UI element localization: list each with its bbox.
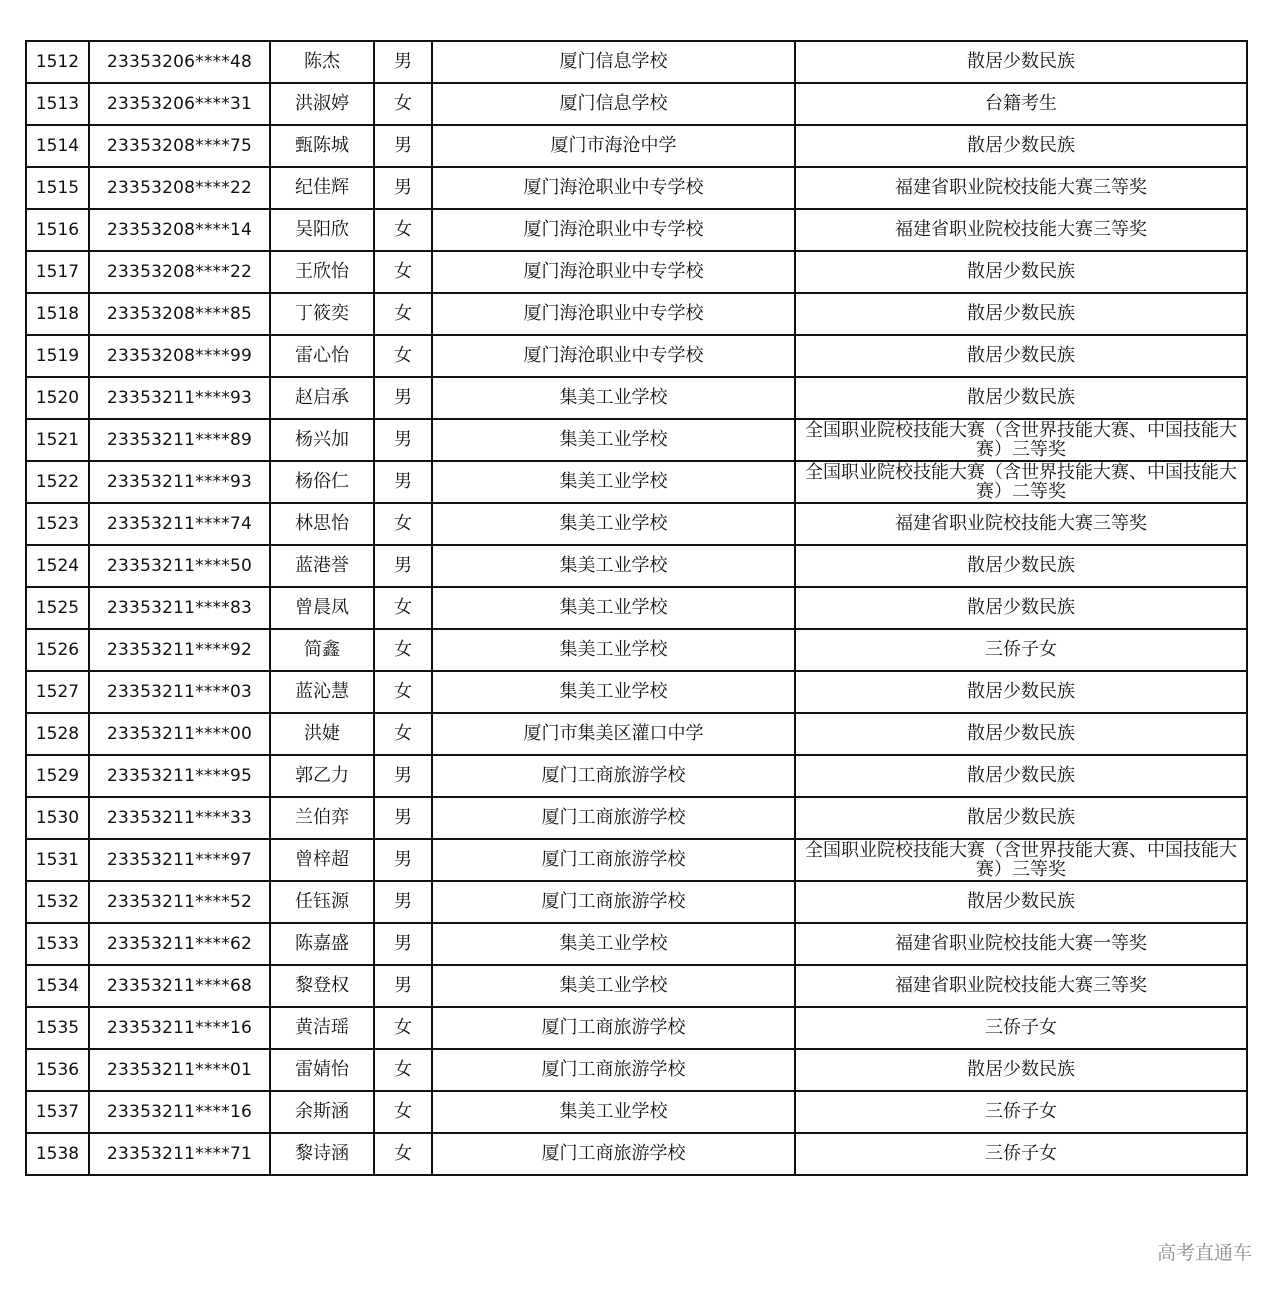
exam-id-cell: 23353211****83 xyxy=(89,587,270,629)
exam-id-cell: 23353211****89 xyxy=(89,419,270,461)
student-name-cell: 洪淑婷 xyxy=(270,83,374,125)
bonus-category-cell: 散居少数民族 xyxy=(795,125,1247,167)
gender-cell: 男 xyxy=(374,923,432,965)
row-number-cell: 1513 xyxy=(26,83,89,125)
gender-cell: 女 xyxy=(374,1091,432,1133)
student-name-cell: 甄陈城 xyxy=(270,125,374,167)
exam-id-cell: 23353211****01 xyxy=(89,1049,270,1091)
exam-id-cell: 23353208****75 xyxy=(89,125,270,167)
table-row xyxy=(26,251,1247,293)
exam-id-cell: 23353211****93 xyxy=(89,461,270,503)
gender-cell: 男 xyxy=(374,797,432,839)
gender-cell: 女 xyxy=(374,293,432,335)
school-cell: 厦门海沧职业中专学校 xyxy=(432,167,795,209)
gender-cell: 男 xyxy=(374,965,432,1007)
student-name-cell: 蓝沁慧 xyxy=(270,671,374,713)
gender-cell: 男 xyxy=(374,545,432,587)
bonus-category-cell: 散居少数民族 xyxy=(795,545,1247,587)
school-cell: 厦门工商旅游学校 xyxy=(432,881,795,923)
student-name-cell: 赵启承 xyxy=(270,377,374,419)
student-name-cell: 余斯涵 xyxy=(270,1091,374,1133)
table-row xyxy=(26,1091,1247,1133)
table-body xyxy=(26,41,1247,1175)
table-row xyxy=(26,335,1247,377)
table-row xyxy=(26,797,1247,839)
table-row xyxy=(26,965,1247,1007)
gender-cell: 女 xyxy=(374,671,432,713)
school-cell: 厦门工商旅游学校 xyxy=(432,839,795,881)
gender-cell: 女 xyxy=(374,503,432,545)
table-row xyxy=(26,377,1247,419)
student-name-cell: 洪婕 xyxy=(270,713,374,755)
student-name-cell: 陈杰 xyxy=(270,41,374,83)
school-cell: 厦门市集美区灌口中学 xyxy=(432,713,795,755)
bonus-category-cell: 全国职业院校技能大赛（含世界技能大赛、中国技能大赛）三等奖 xyxy=(795,839,1247,881)
table-row xyxy=(26,461,1247,503)
gender-cell: 男 xyxy=(374,461,432,503)
student-name-cell: 王欣怡 xyxy=(270,251,374,293)
row-number-cell: 1515 xyxy=(26,167,89,209)
exam-id-cell: 23353211****71 xyxy=(89,1133,270,1175)
exam-id-cell: 23353211****92 xyxy=(89,629,270,671)
row-number-cell: 1536 xyxy=(26,1049,89,1091)
school-cell: 集美工业学校 xyxy=(432,587,795,629)
bonus-category-cell: 散居少数民族 xyxy=(795,41,1247,83)
student-name-cell: 兰伯弈 xyxy=(270,797,374,839)
school-cell: 厦门工商旅游学校 xyxy=(432,755,795,797)
exam-id-cell: 23353208****99 xyxy=(89,335,270,377)
school-cell: 集美工业学校 xyxy=(432,1091,795,1133)
student-name-cell: 陈嘉盛 xyxy=(270,923,374,965)
row-number-cell: 1519 xyxy=(26,335,89,377)
student-name-cell: 杨俗仁 xyxy=(270,461,374,503)
bonus-category-cell: 全国职业院校技能大赛（含世界技能大赛、中国技能大赛）三等奖 xyxy=(795,419,1247,461)
bonus-category-cell: 三侨子女 xyxy=(795,629,1247,671)
table-row xyxy=(26,545,1247,587)
school-cell: 集美工业学校 xyxy=(432,377,795,419)
bonus-category-cell: 三侨子女 xyxy=(795,1133,1247,1175)
bonus-category-cell: 福建省职业院校技能大赛三等奖 xyxy=(795,503,1247,545)
row-number-cell: 1525 xyxy=(26,587,89,629)
row-number-cell: 1516 xyxy=(26,209,89,251)
exam-id-cell: 23353211****68 xyxy=(89,965,270,1007)
row-number-cell: 1535 xyxy=(26,1007,89,1049)
school-cell: 集美工业学校 xyxy=(432,461,795,503)
school-cell: 厦门工商旅游学校 xyxy=(432,1007,795,1049)
gender-cell: 男 xyxy=(374,125,432,167)
row-number-cell: 1532 xyxy=(26,881,89,923)
table-row xyxy=(26,1007,1247,1049)
exam-id-cell: 23353208****14 xyxy=(89,209,270,251)
table-row xyxy=(26,1049,1247,1091)
school-cell: 厦门工商旅游学校 xyxy=(432,1133,795,1175)
exam-id-cell: 23353211****16 xyxy=(89,1007,270,1049)
table-row xyxy=(26,209,1247,251)
table-row xyxy=(26,755,1247,797)
bonus-category-cell: 散居少数民族 xyxy=(795,377,1247,419)
table-row xyxy=(26,1133,1247,1175)
gender-cell: 男 xyxy=(374,881,432,923)
table-row xyxy=(26,587,1247,629)
gender-cell: 女 xyxy=(374,1007,432,1049)
table-row xyxy=(26,83,1247,125)
school-cell: 集美工业学校 xyxy=(432,419,795,461)
gender-cell: 男 xyxy=(374,41,432,83)
school-cell: 厦门海沧职业中专学校 xyxy=(432,251,795,293)
row-number-cell: 1512 xyxy=(26,41,89,83)
student-name-cell: 简鑫 xyxy=(270,629,374,671)
student-name-cell: 雷心怡 xyxy=(270,335,374,377)
row-number-cell: 1537 xyxy=(26,1091,89,1133)
exam-id-cell: 23353211****97 xyxy=(89,839,270,881)
exam-id-cell: 23353211****50 xyxy=(89,545,270,587)
exam-id-cell: 23353211****33 xyxy=(89,797,270,839)
bonus-category-cell: 散居少数民族 xyxy=(795,713,1247,755)
exam-id-cell: 23353208****22 xyxy=(89,167,270,209)
gender-cell: 男 xyxy=(374,839,432,881)
school-cell: 厦门信息学校 xyxy=(432,83,795,125)
row-number-cell: 1518 xyxy=(26,293,89,335)
bonus-category-cell: 台籍考生 xyxy=(795,83,1247,125)
bonus-category-cell: 福建省职业院校技能大赛一等奖 xyxy=(795,923,1247,965)
student-name-cell: 黎登权 xyxy=(270,965,374,1007)
gender-cell: 男 xyxy=(374,755,432,797)
gender-cell: 男 xyxy=(374,419,432,461)
row-number-cell: 1514 xyxy=(26,125,89,167)
watermark-text: 高考直通车 xyxy=(1156,1242,1252,1264)
row-number-cell: 1521 xyxy=(26,419,89,461)
gender-cell: 女 xyxy=(374,1133,432,1175)
table-row xyxy=(26,881,1247,923)
row-number-cell: 1526 xyxy=(26,629,89,671)
bonus-category-cell: 福建省职业院校技能大赛三等奖 xyxy=(795,965,1247,1007)
exam-id-cell: 23353211****74 xyxy=(89,503,270,545)
exam-id-cell: 23353211****16 xyxy=(89,1091,270,1133)
bonus-category-cell: 散居少数民族 xyxy=(795,587,1247,629)
exam-id-cell: 23353211****62 xyxy=(89,923,270,965)
gender-cell: 女 xyxy=(374,1049,432,1091)
school-cell: 集美工业学校 xyxy=(432,671,795,713)
gender-cell: 女 xyxy=(374,713,432,755)
exam-id-cell: 23353211****95 xyxy=(89,755,270,797)
table-row xyxy=(26,41,1247,83)
school-cell: 厦门工商旅游学校 xyxy=(432,1049,795,1091)
student-name-cell: 吴阳欣 xyxy=(270,209,374,251)
table-row xyxy=(26,503,1247,545)
school-cell: 厦门海沧职业中专学校 xyxy=(432,209,795,251)
gender-cell: 女 xyxy=(374,335,432,377)
student-name-cell: 林思怡 xyxy=(270,503,374,545)
school-cell: 集美工业学校 xyxy=(432,545,795,587)
gender-cell: 女 xyxy=(374,209,432,251)
exam-id-cell: 23353206****31 xyxy=(89,83,270,125)
bonus-category-cell: 福建省职业院校技能大赛三等奖 xyxy=(795,209,1247,251)
row-number-cell: 1524 xyxy=(26,545,89,587)
table-row xyxy=(26,671,1247,713)
bonus-category-cell: 福建省职业院校技能大赛三等奖 xyxy=(795,167,1247,209)
school-cell: 集美工业学校 xyxy=(432,965,795,1007)
student-name-cell: 郭乙力 xyxy=(270,755,374,797)
gender-cell: 女 xyxy=(374,83,432,125)
student-name-cell: 黄洁瑶 xyxy=(270,1007,374,1049)
bonus-category-cell: 散居少数民族 xyxy=(795,881,1247,923)
table-row xyxy=(26,839,1247,881)
gender-cell: 女 xyxy=(374,587,432,629)
table-row xyxy=(26,419,1247,461)
exam-id-cell: 23353208****85 xyxy=(89,293,270,335)
bonus-category-cell: 散居少数民族 xyxy=(795,671,1247,713)
bonus-category-cell: 三侨子女 xyxy=(795,1007,1247,1049)
exam-id-cell: 23353211****93 xyxy=(89,377,270,419)
bonus-category-cell: 全国职业院校技能大赛（含世界技能大赛、中国技能大赛）二等奖 xyxy=(795,461,1247,503)
student-name-cell: 杨兴加 xyxy=(270,419,374,461)
table-row xyxy=(26,629,1247,671)
row-number-cell: 1517 xyxy=(26,251,89,293)
exam-id-cell: 23353211****03 xyxy=(89,671,270,713)
exam-id-cell: 23353211****52 xyxy=(89,881,270,923)
student-name-cell: 蓝港誉 xyxy=(270,545,374,587)
bonus-category-cell: 散居少数民族 xyxy=(795,755,1247,797)
school-cell: 集美工业学校 xyxy=(432,503,795,545)
bonus-category-cell: 三侨子女 xyxy=(795,1091,1247,1133)
school-cell: 集美工业学校 xyxy=(432,629,795,671)
student-name-cell: 曾晨凤 xyxy=(270,587,374,629)
row-number-cell: 1520 xyxy=(26,377,89,419)
bonus-category-cell: 散居少数民族 xyxy=(795,1049,1247,1091)
row-number-cell: 1527 xyxy=(26,671,89,713)
exam-id-cell: 23353206****48 xyxy=(89,41,270,83)
bonus-category-cell: 散居少数民族 xyxy=(795,293,1247,335)
student-name-cell: 黎诗涵 xyxy=(270,1133,374,1175)
school-cell: 厦门海沧职业中专学校 xyxy=(432,335,795,377)
exam-id-cell: 23353211****00 xyxy=(89,713,270,755)
gender-cell: 男 xyxy=(374,377,432,419)
student-name-cell: 曾梓超 xyxy=(270,839,374,881)
exam-id-cell: 23353208****22 xyxy=(89,251,270,293)
row-number-cell: 1530 xyxy=(26,797,89,839)
row-number-cell: 1528 xyxy=(26,713,89,755)
school-cell: 厦门市海沧中学 xyxy=(432,125,795,167)
student-list-table xyxy=(25,40,1248,1176)
row-number-cell: 1523 xyxy=(26,503,89,545)
school-cell: 集美工业学校 xyxy=(432,923,795,965)
school-cell: 厦门海沧职业中专学校 xyxy=(432,293,795,335)
bonus-category-cell: 散居少数民族 xyxy=(795,251,1247,293)
row-number-cell: 1538 xyxy=(26,1133,89,1175)
student-name-cell: 丁筱奕 xyxy=(270,293,374,335)
bonus-category-cell: 散居少数民族 xyxy=(795,335,1247,377)
row-number-cell: 1531 xyxy=(26,839,89,881)
gender-cell: 男 xyxy=(374,167,432,209)
table-row xyxy=(26,167,1247,209)
school-cell: 厦门信息学校 xyxy=(432,41,795,83)
table-row xyxy=(26,713,1247,755)
table-row xyxy=(26,293,1247,335)
bonus-category-cell: 散居少数民族 xyxy=(795,797,1247,839)
school-cell: 厦门工商旅游学校 xyxy=(432,797,795,839)
row-number-cell: 1529 xyxy=(26,755,89,797)
student-name-cell: 任钰源 xyxy=(270,881,374,923)
gender-cell: 女 xyxy=(374,251,432,293)
student-name-cell: 雷婧怡 xyxy=(270,1049,374,1091)
gender-cell: 女 xyxy=(374,629,432,671)
row-number-cell: 1533 xyxy=(26,923,89,965)
student-name-cell: 纪佳辉 xyxy=(270,167,374,209)
row-number-cell: 1534 xyxy=(26,965,89,1007)
table-row xyxy=(26,125,1247,167)
row-number-cell: 1522 xyxy=(26,461,89,503)
table-row xyxy=(26,923,1247,965)
